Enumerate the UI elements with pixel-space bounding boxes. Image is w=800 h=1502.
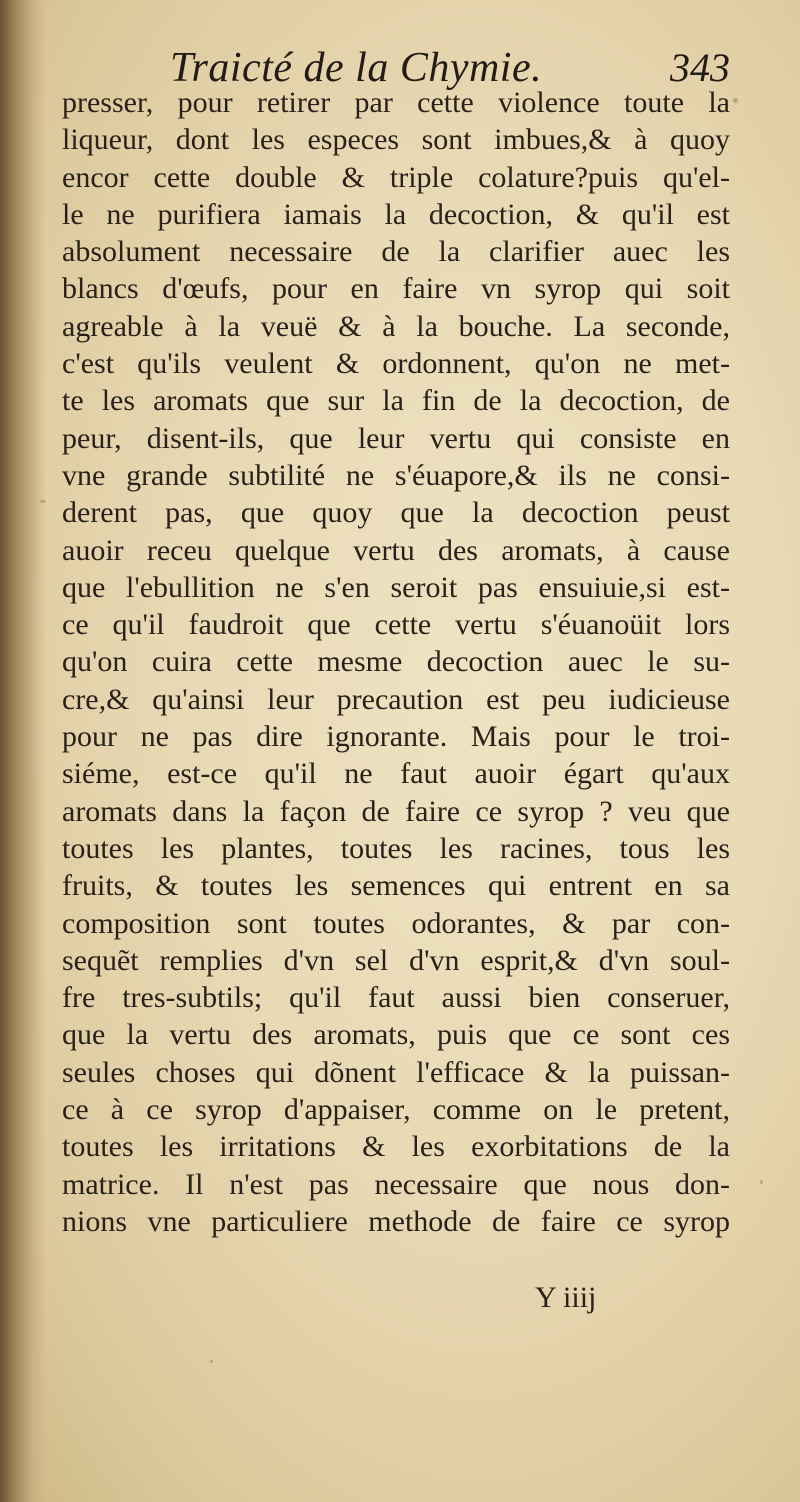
text-line: derent pas, que quoy que la decoction peust [62,496,730,530]
text-line: toutes les plantes, toutes les racines, tous les [62,831,730,865]
text-line: qu'on cuira cette mesme decoction auec le su- [62,645,730,679]
text-line: encor cette double & triple colature?puis qu'el- [62,160,730,194]
text-line: ce qu'il faudroit que cette vertu s'éuanoüit lors [62,608,730,642]
text-line: aromats dans la façon de faire ce syrop ? veu que [62,794,730,828]
text-line: agreable à la veuë & à la bouche. La seconde, [62,309,730,343]
text-line: liqueur, dont les especes sont imbues,& à quoy [62,123,730,157]
page-number: 343 [670,45,730,90]
text-line: cre,& qu'ainsi leur precaution est peu iudicieuse [62,682,730,716]
text-line: composition sont toutes odorantes, & par con- [62,906,730,940]
text-line: ce à ce syrop d'appaiser, comme on le pretent, [62,1093,730,1127]
text-line: te les aromats que sur la fin de la decoction, de [62,384,730,418]
text-line: vne grande subtilité ne s'éuapore,& ils ne consi- [62,458,730,492]
text-line: presser, pour retirer par cette violence toute la [62,86,730,119]
text-line: c'est qu'ils veulent & ordonnent, qu'on ne met- [62,347,730,381]
text-line: toutes les irritations & les exorbitations de la [62,1130,730,1164]
text-line: blancs d'œufs, pour en faire vn syrop qui soit [62,272,730,306]
text-line: que la vertu des aromats, puis que ce sont ces [62,1018,730,1052]
text-line: siéme, est-ce qu'il ne faut auoir égart qu'aux [62,757,730,791]
text-line: matrice. Il n'est pas necessaire que nous don- [62,1167,730,1201]
body-text [62,84,730,1240]
text-line: fruits, & toutes les semences qui entrent en sa [62,869,730,903]
text-line: pour ne pas dire ignorante. Mais pour le troi- [62,720,730,754]
text-line: seules choses qui dõnent l'efficace & la puissan- [62,1055,730,1089]
text-line: peur, disent-ils, que leur vertu qui consiste en [62,421,730,455]
text-line: sequẽt remplies d'vn sel d'vn esprit,& d'vn soul- [62,943,730,977]
running-title: Traicté de la Chymie. [170,45,543,91]
text-line: fre tres-subtils; qu'il faut aussi bien conseruer, [62,981,730,1015]
page-binding-shadow [0,0,46,1502]
text-line: que l'ebullition ne s'en seroit pas ensuiuie,si est- [62,570,730,604]
text-line: auoir receu quelque vertu des aromats, à cause [62,533,730,567]
text-line: le ne purifiera iamais la decoction, & qu'il est [62,197,730,231]
signature-mark: Y iiij [535,1281,597,1314]
text-line: nions vne particuliere methode de faire ce syrop [62,1204,730,1238]
text-line: absolument necessaire de la clarifier auec les [62,235,730,269]
